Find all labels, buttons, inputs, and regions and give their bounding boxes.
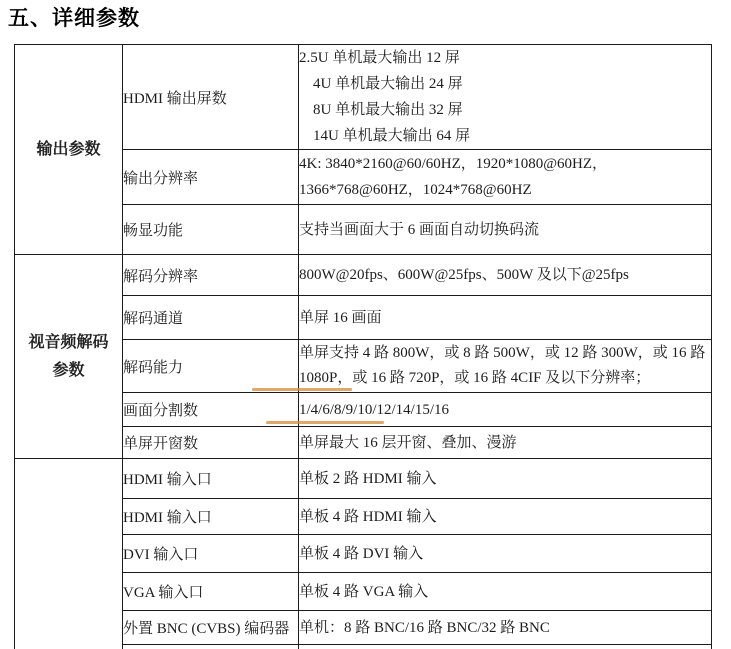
param-cell: HDMI 输出屏数: [123, 45, 299, 150]
param-cell: DVI 输入口: [123, 535, 299, 573]
value-cell: 1/4/6/8/9/10/12/14/15/16: [299, 393, 712, 427]
param-cell: VGA 输入口: [123, 573, 299, 611]
group-cell-input: [15, 459, 123, 649]
value-cell: 800W@20fps、600W@25fps、500W 及以下@25fps: [299, 255, 712, 296]
param-cell: 解码通道: [123, 296, 299, 340]
param-cell: 外置 BNC (CVBS) 编码器: [123, 611, 299, 645]
param-cell: 解码分辨率: [123, 255, 299, 296]
value-cell: [299, 645, 712, 649]
value-cell: 4K: 3840*2160@60/60HZ，1920*1080@60HZ，1366*768@60HZ，1024*768@60HZ: [299, 150, 712, 205]
value-cell: 单屏 16 画面: [299, 296, 712, 340]
table-row: [15, 255, 712, 296]
value-cell: 单板 4 路 VGA 输入: [299, 573, 712, 611]
value-line: 14U 单机最大输出 64 屏: [313, 128, 471, 144]
value-cell: 单板 4 路 DVI 输入: [299, 535, 712, 573]
value-line: 2.5U 单机最大输出 12 屏: [299, 50, 460, 66]
group-label-line: 参数: [52, 361, 85, 379]
param-cell: 单屏开窗数: [123, 427, 299, 459]
group-label-line: 视音频解码: [28, 333, 109, 351]
value-cell: [299, 45, 712, 150]
value-cell: 单屏支持 4 路 800W，或 8 路 500W，或 12 路 300W，或 16 路 1080P，或 16 路 720P，或 16 路 4CIF 及以下分辨率；: [299, 340, 712, 393]
table-row: [15, 459, 712, 499]
value-cell: 单屏最大 16 层开窗、叠加、漫游: [299, 427, 712, 459]
param-cell: [123, 645, 299, 649]
group-label: 输出参数: [36, 140, 101, 158]
spec-table: [14, 44, 712, 649]
value-cell: 单机：8 路 BNC/16 路 BNC/32 路 BNC: [299, 611, 712, 645]
value-line: 8U 单机最大输出 32 屏: [313, 102, 463, 118]
param-cell: 输出分辨率: [123, 150, 299, 205]
group-cell-decode: [15, 255, 123, 459]
group-cell-output: [15, 45, 123, 255]
page-title: 五、详细参数: [8, 7, 140, 30]
param-cell: HDMI 输入口: [123, 499, 299, 535]
param-cell: 畅显功能: [123, 205, 299, 255]
value-cell: 单板 2 路 HDMI 输入: [299, 459, 712, 499]
param-cell: 画面分割数: [123, 393, 299, 427]
param-cell: 解码能力: [123, 340, 299, 393]
value-cell: 单板 4 路 HDMI 输入: [299, 499, 712, 535]
table-row: [15, 45, 712, 150]
value-cell: 支持当画面大于 6 画面自动切换码流: [299, 205, 712, 255]
param-cell: HDMI 输入口: [123, 459, 299, 499]
value-line: 4U 单机最大输出 24 屏: [313, 76, 463, 92]
